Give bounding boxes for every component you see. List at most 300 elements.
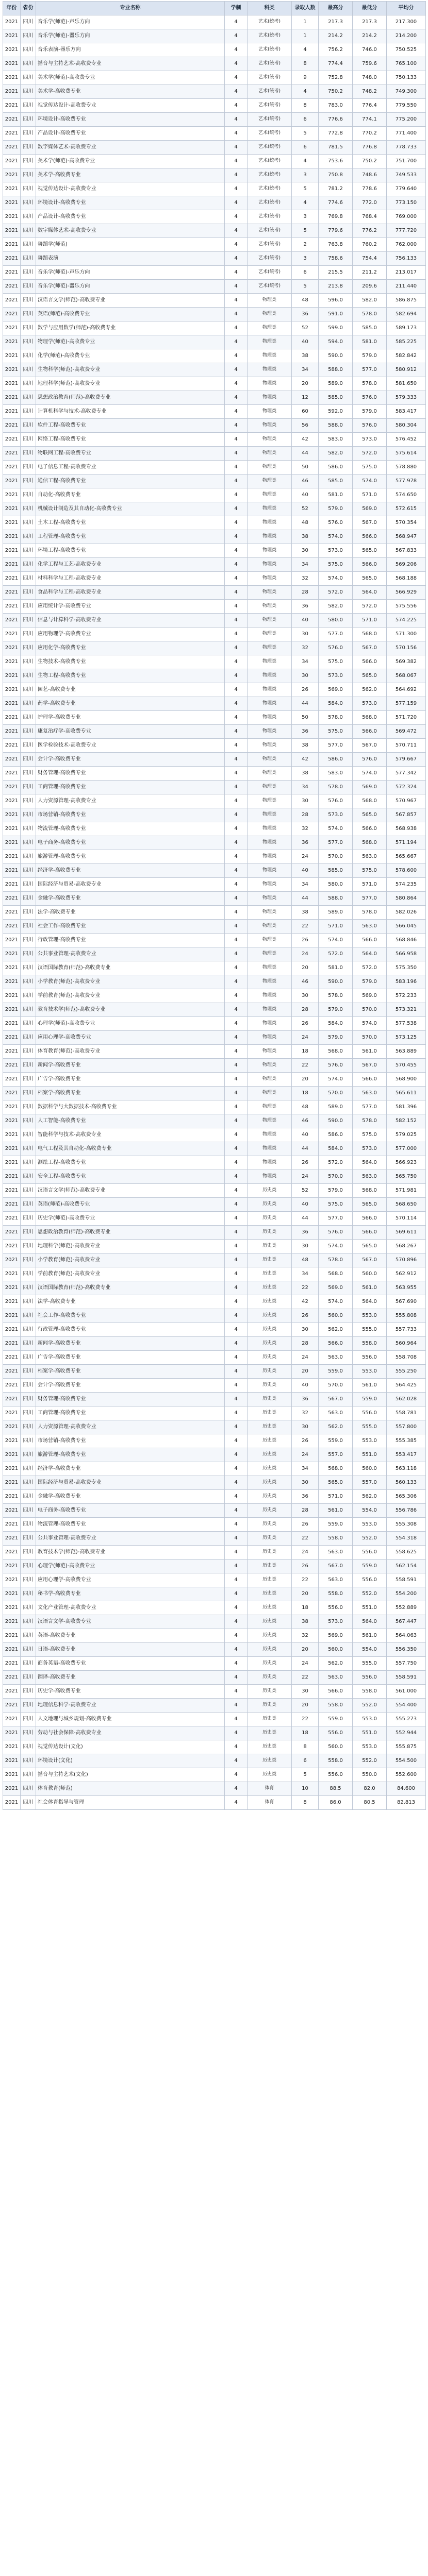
cell-max-score: 594.0 xyxy=(319,335,353,349)
cell-category: 体育 xyxy=(248,1796,292,1810)
cell-category: 历史类 xyxy=(248,1768,292,1782)
cell-category: 艺术(统考) xyxy=(248,182,292,196)
cell-year: 2021 xyxy=(3,113,21,127)
cell-category: 物理类 xyxy=(248,1031,292,1045)
cell-avg-score: 568.846 xyxy=(387,934,426,947)
cell-major: 英语(师范)-高收费专业 xyxy=(36,1198,225,1212)
cell-enrolled: 36 xyxy=(292,836,319,850)
cell-province: 四川 xyxy=(21,1100,36,1114)
cell-min-score: 564.0 xyxy=(353,1295,387,1309)
cell-major: 应用心理学-高收费专业 xyxy=(36,1031,225,1045)
cell-province: 四川 xyxy=(21,1309,36,1323)
cell-province: 四川 xyxy=(21,1713,36,1726)
cell-max-score: 576.0 xyxy=(319,641,353,655)
cell-avg-score: 566.929 xyxy=(387,586,426,600)
cell-enrolled: 22 xyxy=(292,1713,319,1726)
table-row xyxy=(3,224,426,238)
cell-max-score: 590.0 xyxy=(319,349,353,363)
cell-avg-score: 560.133 xyxy=(387,1476,426,1490)
cell-min-score: 565.0 xyxy=(353,808,387,822)
cell-avg-score: 579.025 xyxy=(387,1128,426,1142)
cell-province: 四川 xyxy=(21,1782,36,1796)
cell-enrolled: 40 xyxy=(292,1128,319,1142)
cell-min-score: 566.0 xyxy=(353,822,387,836)
cell-avg-score: 570.114 xyxy=(387,1212,426,1226)
cell-year: 2021 xyxy=(3,29,21,43)
cell-province: 四川 xyxy=(21,628,36,641)
cell-min-score: 551.0 xyxy=(353,1726,387,1740)
cell-max-score: 217.3 xyxy=(319,15,353,29)
cell-year: 2021 xyxy=(3,1587,21,1601)
cell-province: 四川 xyxy=(21,544,36,558)
cell-enrolled: 36 xyxy=(292,1490,319,1504)
cell-avg-score: 568.267 xyxy=(387,1240,426,1253)
cell-province: 四川 xyxy=(21,1560,36,1573)
cell-province: 四川 xyxy=(21,1490,36,1504)
cell-enrolled: 44 xyxy=(292,447,319,461)
cell-province: 四川 xyxy=(21,433,36,447)
cell-major: 会计学-高收费专业 xyxy=(36,1379,225,1393)
cell-province: 四川 xyxy=(21,1323,36,1337)
table-row xyxy=(3,141,426,155)
cell-category: 物理类 xyxy=(248,530,292,544)
cell-enrolled: 34 xyxy=(292,1462,319,1476)
cell-min-score: 566.0 xyxy=(353,1212,387,1226)
cell-duration: 4 xyxy=(225,544,248,558)
cell-major: 劳动与社会保障-高收费专业 xyxy=(36,1726,225,1740)
cell-max-score: 571.0 xyxy=(319,920,353,934)
cell-major: 档案学-高收费专业 xyxy=(36,1087,225,1100)
cell-max-score: 573.0 xyxy=(319,1615,353,1629)
table-row xyxy=(3,1406,426,1420)
cell-duration: 4 xyxy=(225,934,248,947)
cell-category: 艺术(统考) xyxy=(248,99,292,113)
cell-duration: 4 xyxy=(225,1406,248,1420)
cell-min-score: 578.0 xyxy=(353,1114,387,1128)
cell-enrolled: 30 xyxy=(292,794,319,808)
cell-max-score: 573.0 xyxy=(319,669,353,683)
cell-max-score: 752.8 xyxy=(319,71,353,85)
cell-avg-score: 576.452 xyxy=(387,433,426,447)
cell-category: 物理类 xyxy=(248,544,292,558)
cell-avg-score: 568.650 xyxy=(387,1198,426,1212)
cell-max-score: 588.0 xyxy=(319,892,353,906)
cell-year: 2021 xyxy=(3,294,21,308)
cell-enrolled: 30 xyxy=(292,989,319,1003)
cell-year: 2021 xyxy=(3,544,21,558)
cell-duration: 4 xyxy=(225,1365,248,1379)
cell-major: 法学-高收费专业 xyxy=(36,906,225,920)
cell-province: 四川 xyxy=(21,29,36,43)
cell-province: 四川 xyxy=(21,1532,36,1546)
cell-enrolled: 8 xyxy=(292,99,319,113)
cell-avg-score: 564.063 xyxy=(387,1629,426,1643)
cell-duration: 4 xyxy=(225,1587,248,1601)
cell-category: 艺术(统考) xyxy=(248,71,292,85)
cell-max-score: 566.0 xyxy=(319,1337,353,1351)
cell-year: 2021 xyxy=(3,349,21,363)
table-row xyxy=(3,1560,426,1573)
cell-avg-score: 749.533 xyxy=(387,168,426,182)
cell-avg-score: 762.000 xyxy=(387,238,426,252)
cell-year: 2021 xyxy=(3,655,21,669)
cell-category: 物理类 xyxy=(248,906,292,920)
cell-category: 物理类 xyxy=(248,697,292,711)
cell-category: 艺术(统考) xyxy=(248,196,292,210)
cell-enrolled: 36 xyxy=(292,725,319,739)
cell-province: 四川 xyxy=(21,725,36,739)
cell-avg-score: 562.028 xyxy=(387,1393,426,1406)
cell-duration: 4 xyxy=(225,196,248,210)
cell-major: 自动化-高收费专业 xyxy=(36,488,225,502)
cell-enrolled: 24 xyxy=(292,1657,319,1671)
cell-min-score: 559.0 xyxy=(353,1560,387,1573)
cell-major: 视觉传达设计(文化) xyxy=(36,1740,225,1754)
table-row xyxy=(3,920,426,934)
cell-year: 2021 xyxy=(3,683,21,697)
cell-avg-score: 773.150 xyxy=(387,196,426,210)
cell-province: 四川 xyxy=(21,614,36,628)
cell-duration: 4 xyxy=(225,1100,248,1114)
cell-major: 美术学-高收费专业 xyxy=(36,85,225,99)
cell-duration: 4 xyxy=(225,1657,248,1671)
cell-min-score: 569.0 xyxy=(353,502,387,516)
cell-province: 四川 xyxy=(21,655,36,669)
cell-enrolled: 5 xyxy=(292,182,319,196)
cell-max-score: 572.0 xyxy=(319,1156,353,1170)
cell-year: 2021 xyxy=(3,15,21,29)
cell-enrolled: 26 xyxy=(292,1434,319,1448)
table-row xyxy=(3,934,426,947)
cell-category: 历史类 xyxy=(248,1420,292,1434)
table-row xyxy=(3,461,426,474)
cell-enrolled: 40 xyxy=(292,1198,319,1212)
cell-min-score: 553.0 xyxy=(353,1309,387,1323)
cell-min-score: 754.4 xyxy=(353,252,387,266)
cell-province: 四川 xyxy=(21,558,36,572)
cell-min-score: 572.0 xyxy=(353,447,387,461)
cell-duration: 4 xyxy=(225,363,248,377)
cell-category: 历史类 xyxy=(248,1587,292,1601)
table-row xyxy=(3,1379,426,1393)
cell-duration: 4 xyxy=(225,168,248,182)
cell-min-score: 748.0 xyxy=(353,71,387,85)
cell-category: 艺术(统考) xyxy=(248,85,292,99)
table-row xyxy=(3,1629,426,1643)
cell-enrolled: 34 xyxy=(292,1267,319,1281)
cell-enrolled: 8 xyxy=(292,1740,319,1754)
cell-province: 四川 xyxy=(21,1504,36,1518)
cell-major: 教育技术学(师范)-高收费专业 xyxy=(36,1546,225,1560)
cell-province: 四川 xyxy=(21,363,36,377)
cell-min-score: 561.0 xyxy=(353,1045,387,1059)
table-row xyxy=(3,1782,426,1796)
table-row xyxy=(3,1309,426,1323)
cell-category: 物理类 xyxy=(248,461,292,474)
cell-category: 历史类 xyxy=(248,1560,292,1573)
cell-enrolled: 52 xyxy=(292,502,319,516)
cell-year: 2021 xyxy=(3,1309,21,1323)
table-row xyxy=(3,1434,426,1448)
table-row xyxy=(3,961,426,975)
cell-avg-score: 572.615 xyxy=(387,502,426,516)
cell-enrolled: 3 xyxy=(292,210,319,224)
cell-province: 四川 xyxy=(21,377,36,391)
cell-category: 艺术(统考) xyxy=(248,210,292,224)
cell-avg-score: 555.808 xyxy=(387,1309,426,1323)
cell-enrolled: 26 xyxy=(292,934,319,947)
table-row xyxy=(3,614,426,628)
column-header-min-score: 最低分 xyxy=(353,2,387,15)
cell-duration: 4 xyxy=(225,321,248,335)
cell-enrolled: 38 xyxy=(292,1615,319,1629)
cell-province: 四川 xyxy=(21,43,36,57)
cell-province: 四川 xyxy=(21,1587,36,1601)
cell-year: 2021 xyxy=(3,57,21,71)
table-header-row xyxy=(3,2,426,15)
table-row xyxy=(3,878,426,892)
cell-province: 四川 xyxy=(21,934,36,947)
cell-avg-score: 581.396 xyxy=(387,1100,426,1114)
cell-min-score: 768.4 xyxy=(353,210,387,224)
cell-duration: 4 xyxy=(225,1671,248,1685)
cell-year: 2021 xyxy=(3,1059,21,1073)
cell-min-score: 552.0 xyxy=(353,1587,387,1601)
cell-year: 2021 xyxy=(3,989,21,1003)
cell-enrolled: 24 xyxy=(292,1546,319,1560)
cell-avg-score: 577.000 xyxy=(387,1142,426,1156)
cell-avg-score: 756.133 xyxy=(387,252,426,266)
cell-province: 四川 xyxy=(21,572,36,586)
cell-duration: 4 xyxy=(225,1128,248,1142)
cell-min-score: 553.0 xyxy=(353,1365,387,1379)
cell-duration: 4 xyxy=(225,29,248,43)
cell-max-score: 214.2 xyxy=(319,29,353,43)
cell-max-score: 579.0 xyxy=(319,1003,353,1017)
cell-max-score: 570.0 xyxy=(319,1170,353,1184)
cell-major: 旅游管理-高收费专业 xyxy=(36,1448,225,1462)
cell-avg-score: 572.233 xyxy=(387,989,426,1003)
cell-category: 历史类 xyxy=(248,1184,292,1198)
cell-enrolled: 30 xyxy=(292,628,319,641)
table-row xyxy=(3,586,426,600)
cell-duration: 4 xyxy=(225,71,248,85)
cell-avg-score: 751.700 xyxy=(387,155,426,168)
cell-category: 物理类 xyxy=(248,989,292,1003)
cell-category: 物理类 xyxy=(248,808,292,822)
cell-category: 历史类 xyxy=(248,1309,292,1323)
cell-year: 2021 xyxy=(3,669,21,683)
cell-max-score: 568.0 xyxy=(319,1045,353,1059)
table-row xyxy=(3,238,426,252)
cell-enrolled: 34 xyxy=(292,781,319,794)
cell-avg-score: 749.300 xyxy=(387,85,426,99)
cell-max-score: 573.0 xyxy=(319,808,353,822)
cell-category: 物理类 xyxy=(248,628,292,641)
cell-duration: 4 xyxy=(225,558,248,572)
cell-province: 四川 xyxy=(21,1170,36,1184)
table-row xyxy=(3,488,426,502)
cell-enrolled: 28 xyxy=(292,1003,319,1017)
table-row xyxy=(3,99,426,113)
cell-province: 四川 xyxy=(21,697,36,711)
cell-max-score: 558.0 xyxy=(319,1587,353,1601)
cell-category: 历史类 xyxy=(248,1267,292,1281)
cell-duration: 4 xyxy=(225,1309,248,1323)
cell-category: 艺术(统考) xyxy=(248,127,292,141)
cell-avg-score: 577.159 xyxy=(387,697,426,711)
cell-year: 2021 xyxy=(3,1045,21,1059)
cell-duration: 4 xyxy=(225,1393,248,1406)
table-row xyxy=(3,1518,426,1532)
cell-min-score: 570.0 xyxy=(353,1031,387,1045)
cell-category: 历史类 xyxy=(248,1573,292,1587)
cell-major: 思想政治教育(师范)-高收费专业 xyxy=(36,391,225,405)
cell-avg-score: 84.600 xyxy=(387,1782,426,1796)
cell-major: 化学工程与工艺-高收费专业 xyxy=(36,558,225,572)
cell-year: 2021 xyxy=(3,1142,21,1156)
cell-duration: 4 xyxy=(225,961,248,975)
cell-duration: 4 xyxy=(225,794,248,808)
cell-avg-score: 578.880 xyxy=(387,461,426,474)
cell-duration: 4 xyxy=(225,294,248,308)
cell-year: 2021 xyxy=(3,794,21,808)
cell-duration: 4 xyxy=(225,15,248,29)
cell-max-score: 88.5 xyxy=(319,1782,353,1796)
cell-major: 心理学(师范)-高收费专业 xyxy=(36,1560,225,1573)
cell-year: 2021 xyxy=(3,558,21,572)
table-row xyxy=(3,405,426,419)
cell-year: 2021 xyxy=(3,1017,21,1031)
cell-min-score: 563.0 xyxy=(353,920,387,934)
table-row xyxy=(3,1281,426,1295)
cell-year: 2021 xyxy=(3,502,21,516)
cell-category: 历史类 xyxy=(248,1685,292,1699)
cell-category: 历史类 xyxy=(248,1351,292,1365)
cell-category: 历史类 xyxy=(248,1212,292,1226)
table-row xyxy=(3,975,426,989)
cell-year: 2021 xyxy=(3,975,21,989)
cell-enrolled: 8 xyxy=(292,1796,319,1810)
cell-major: 电子信息工程-高收费专业 xyxy=(36,461,225,474)
cell-duration: 4 xyxy=(225,1379,248,1393)
cell-duration: 4 xyxy=(225,1031,248,1045)
cell-major: 音乐学(师范)-声乐方向 xyxy=(36,15,225,29)
cell-avg-score: 580.304 xyxy=(387,419,426,433)
cell-duration: 4 xyxy=(225,1212,248,1226)
cell-province: 四川 xyxy=(21,1754,36,1768)
cell-province: 四川 xyxy=(21,1337,36,1351)
cell-category: 物理类 xyxy=(248,1170,292,1184)
table-row xyxy=(3,419,426,433)
cell-avg-score: 570.711 xyxy=(387,739,426,753)
cell-enrolled: 26 xyxy=(292,1017,319,1031)
cell-min-score: 560.0 xyxy=(353,1462,387,1476)
cell-province: 四川 xyxy=(21,920,36,934)
cell-year: 2021 xyxy=(3,1615,21,1629)
cell-province: 四川 xyxy=(21,683,36,697)
cell-enrolled: 22 xyxy=(292,1532,319,1546)
cell-enrolled: 32 xyxy=(292,572,319,586)
cell-max-score: 585.0 xyxy=(319,864,353,878)
cell-year: 2021 xyxy=(3,1629,21,1643)
cell-duration: 4 xyxy=(225,1462,248,1476)
cell-min-score: 573.0 xyxy=(353,697,387,711)
cell-avg-score: 214.200 xyxy=(387,29,426,43)
cell-avg-score: 558.781 xyxy=(387,1406,426,1420)
cell-year: 2021 xyxy=(3,961,21,975)
cell-category: 历史类 xyxy=(248,1726,292,1740)
cell-avg-score: 579.333 xyxy=(387,391,426,405)
cell-duration: 4 xyxy=(225,669,248,683)
cell-min-score: 579.0 xyxy=(353,405,387,419)
cell-category: 物理类 xyxy=(248,781,292,794)
cell-category: 物理类 xyxy=(248,739,292,753)
cell-major: 产品设计-高收费专业 xyxy=(36,210,225,224)
cell-major: 物流管理-高收费专业 xyxy=(36,822,225,836)
cell-max-score: 574.0 xyxy=(319,530,353,544)
cell-province: 四川 xyxy=(21,1671,36,1685)
cell-avg-score: 769.000 xyxy=(387,210,426,224)
cell-major: 社会工作-高收费专业 xyxy=(36,1309,225,1323)
cell-max-score: 559.0 xyxy=(319,1518,353,1532)
cell-year: 2021 xyxy=(3,43,21,57)
cell-year: 2021 xyxy=(3,1699,21,1713)
cell-category: 物理类 xyxy=(248,1059,292,1073)
admission-table-container xyxy=(3,1,425,1810)
cell-province: 四川 xyxy=(21,892,36,906)
cell-province: 四川 xyxy=(21,168,36,182)
cell-max-score: 753.6 xyxy=(319,155,353,168)
cell-avg-score: 567.690 xyxy=(387,1295,426,1309)
cell-max-score: 783.0 xyxy=(319,99,353,113)
cell-avg-score: 560.964 xyxy=(387,1337,426,1351)
cell-duration: 4 xyxy=(225,1740,248,1754)
cell-min-score: 572.0 xyxy=(353,961,387,975)
cell-avg-score: 563.118 xyxy=(387,1462,426,1476)
cell-duration: 4 xyxy=(225,808,248,822)
cell-min-score: 567.0 xyxy=(353,641,387,655)
cell-enrolled: 24 xyxy=(292,947,319,961)
cell-category: 物理类 xyxy=(248,1156,292,1170)
cell-major: 广告学-高收费专业 xyxy=(36,1073,225,1087)
cell-max-score: 599.0 xyxy=(319,321,353,335)
cell-min-score: 759.6 xyxy=(353,57,387,71)
cell-province: 四川 xyxy=(21,1087,36,1100)
table-row xyxy=(3,1059,426,1073)
table-row xyxy=(3,1601,426,1615)
cell-enrolled: 6 xyxy=(292,141,319,155)
cell-enrolled: 3 xyxy=(292,168,319,182)
cell-enrolled: 5 xyxy=(292,127,319,141)
cell-province: 四川 xyxy=(21,767,36,781)
cell-avg-score: 565.306 xyxy=(387,1490,426,1504)
cell-province: 四川 xyxy=(21,1184,36,1198)
cell-min-score: 579.0 xyxy=(353,349,387,363)
cell-max-score: 578.0 xyxy=(319,781,353,794)
cell-province: 四川 xyxy=(21,753,36,767)
cell-major: 英语-高收费专业 xyxy=(36,1629,225,1643)
cell-min-score: 565.0 xyxy=(353,1198,387,1212)
cell-year: 2021 xyxy=(3,1198,21,1212)
cell-major: 信息与计算科学-高收费专业 xyxy=(36,614,225,628)
column-header-year: 年份 xyxy=(3,2,21,15)
cell-category: 物理类 xyxy=(248,655,292,669)
cell-enrolled: 28 xyxy=(292,1504,319,1518)
table-row xyxy=(3,447,426,461)
cell-max-score: 563.0 xyxy=(319,1671,353,1685)
cell-max-score: 589.0 xyxy=(319,377,353,391)
